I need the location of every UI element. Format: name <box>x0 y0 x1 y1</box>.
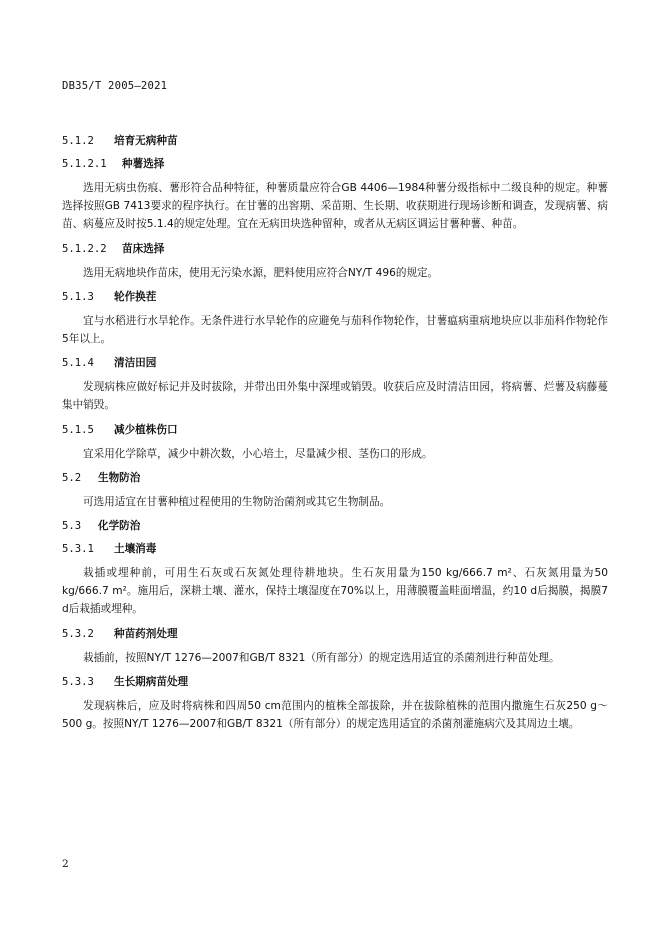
section-number: 5.1.2 <box>62 135 94 147</box>
document-body <box>62 133 608 740</box>
section-title: 土壤消毒 <box>114 543 157 556</box>
section-title: 化学防治 <box>98 520 141 533</box>
section-paragraph: 宜与水稻进行水旱轮作。无条件进行水旱轮作的应避免与茄科作物轮作，甘薯瘟病重病地块应以非茄科作物轮作5年以上。 <box>62 314 608 346</box>
section-heading <box>62 674 608 690</box>
section-number: 5.1.2.1 <box>62 158 107 170</box>
section-title: 减少植株伤口 <box>114 423 178 436</box>
section-title: 轮作换茬 <box>114 290 157 303</box>
section-number: 5.2 <box>62 471 82 484</box>
section-number: 5.1.3 <box>62 290 94 303</box>
section-paragraph: 选用无病虫伤痕、薯形符合品种特征，种薯质量应符合GB 4406—1984种薯分级指标中二级良种的规定。种薯选择按照GB 7413要求的程序执行。在甘薯的出窖期、采苗期、生长期、收获期进行现场诊断和调查，发现病薯、病苗、病蔓应及时按5.1.4的规定处理。宜在无病田块选种留种，或者从无病区调运甘薯种薯、种苗。 <box>62 182 608 231</box>
section-paragraph: 宜采用化学除草，减少中耕次数，小心培土，尽量减少根、茎伤口的形成。 <box>83 447 433 460</box>
section-heading <box>62 541 608 557</box>
page-number: 2 <box>62 858 69 870</box>
section-heading <box>62 422 608 438</box>
section-heading <box>62 626 608 642</box>
section-heading <box>62 289 608 305</box>
section-number: 5.1.4 <box>62 357 94 370</box>
section-paragraph: 栽插前，按照NY/T 1276—2007和GB/T 8321（所有部分）的规定选用适宜的杀菌剂进行种苗处理。 <box>83 651 560 664</box>
section-title: 生长期病苗处理 <box>114 675 189 688</box>
section-title: 清洁田园 <box>114 357 157 370</box>
section-paragraph: 选用无病地块作苗床，使用无污染水源，肥料使用应符合NY/T 496的规定。 <box>83 266 439 279</box>
section-heading <box>62 156 608 172</box>
section-paragraph: 可选用适宜在甘薯种植过程使用的生物防治菌剂或其它生物制品。 <box>83 495 391 508</box>
section-title: 种苗药剂处理 <box>114 627 178 640</box>
section-heading <box>62 355 608 371</box>
section-heading <box>62 241 608 257</box>
section-number: 5.3.3 <box>62 675 94 688</box>
section-heading <box>62 133 608 149</box>
section-paragraph: 栽插或埋种前，可用生石灰或石灰氮处理待耕地块。生石灰用量为150 kg/666.7 m²、石灰氮用量为50 kg/666.7 m²。施用后，深耕土壤、灌水，保持土壤湿度在70%以上，用薄膜覆盖畦面增温，约10 d后揭膜，揭膜7 d后栽插或埋种。 <box>62 567 608 616</box>
section-paragraph: 发现病株应做好标记并及时拔除，并带出田外集中深埋或销毁。收获后应及时清洁田园，将病薯、烂薯及病藤蔓集中销毁。 <box>62 381 608 412</box>
section-number: 5.3 <box>62 520 82 533</box>
section-title: 种薯选择 <box>122 158 165 170</box>
section-title: 生物防治 <box>98 471 141 484</box>
section-title: 培育无病种苗 <box>114 135 178 147</box>
section-number: 5.1.5 <box>62 423 94 436</box>
section-paragraph: 发现病株后，应及时将病株和四周50 cm范围内的植株全部拔除，并在拔除植株的范围内撒施生石灰250 g～500 g。按照NY/T 1276—2007和GB/T 8321（所有部分）的规定选用适宜的杀菌剂灌施病穴及其周边土壤。 <box>62 699 608 731</box>
section-heading <box>62 518 608 534</box>
document-code: DB35/T 2005—2021 <box>62 80 168 92</box>
section-title: 苗床选择 <box>122 242 165 255</box>
section-number: 5.3.1 <box>62 543 94 556</box>
section-number: 5.3.2 <box>62 627 94 640</box>
section-heading <box>62 470 608 486</box>
section-number: 5.1.2.2 <box>62 242 107 255</box>
